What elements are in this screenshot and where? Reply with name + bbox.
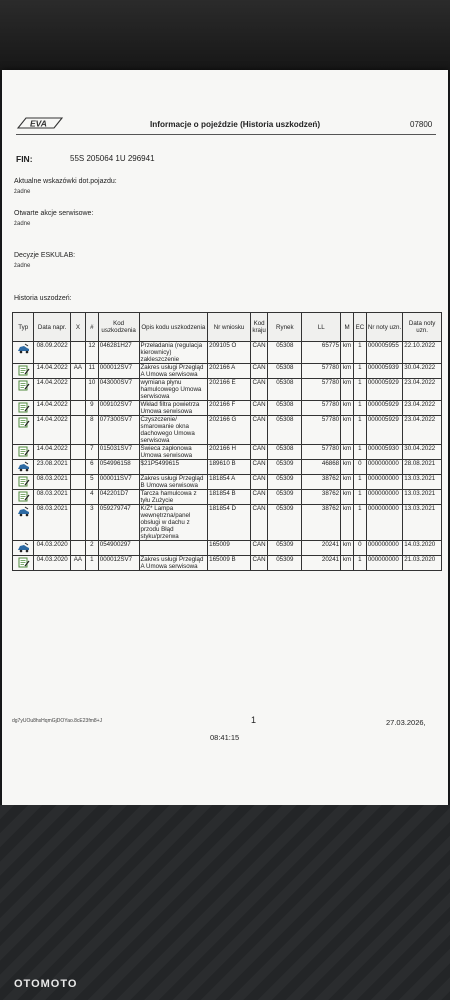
application-number: 202166 bbox=[209, 364, 230, 371]
footer-print-time: 08:41:15 bbox=[210, 733, 240, 742]
application-letter: A bbox=[231, 475, 236, 482]
application-number: 202166 bbox=[209, 416, 230, 423]
cell-date: 23.08.2021 bbox=[34, 460, 70, 475]
cell-note-date: 13.03.2021 bbox=[403, 505, 442, 541]
cell-date: 14.04.2022 bbox=[34, 445, 70, 460]
cell-application bbox=[208, 364, 251, 379]
cell-type bbox=[13, 401, 34, 416]
table-row bbox=[13, 364, 442, 379]
cell-unit: km bbox=[341, 364, 354, 379]
cell-country: CAN bbox=[251, 475, 268, 490]
history-heading: Historia uszodzeń: bbox=[14, 295, 72, 302]
cell-note-number: 000005939 bbox=[366, 364, 402, 379]
cell-market: 05309 bbox=[268, 541, 302, 556]
service-document-icon bbox=[17, 497, 30, 504]
service-document-icon bbox=[17, 386, 30, 393]
col-header-mileage: LL bbox=[302, 313, 341, 342]
application-number: 209105 bbox=[209, 342, 230, 349]
col-header-note-number: Nr noty uzn. bbox=[366, 313, 402, 342]
application-letter: B bbox=[231, 460, 236, 467]
section-heading-eskulab: Decyzje ESKULAB: bbox=[14, 252, 76, 259]
cell-unit: km bbox=[341, 556, 354, 571]
cell-code: 000011SV7 bbox=[98, 475, 139, 490]
cell-mileage: 20241 bbox=[302, 541, 341, 556]
document-sheet bbox=[2, 70, 448, 808]
cell-country: CAN bbox=[251, 342, 268, 364]
cell-unit: km bbox=[341, 475, 354, 490]
fin-value: 55S 205064 1U 296941 bbox=[70, 154, 155, 163]
application-number: 189610 bbox=[209, 460, 230, 467]
application-letter: E bbox=[231, 379, 236, 386]
cell-mileage: 38762 bbox=[302, 475, 341, 490]
table-row bbox=[13, 490, 442, 505]
cell-description: Zakres usługi Przegląd A Umowa serwisowa bbox=[139, 364, 208, 379]
cell-code: 043000SV7 bbox=[98, 379, 139, 401]
cell-unit: km bbox=[341, 342, 354, 364]
document-number: 07800 bbox=[410, 120, 433, 129]
cell-number: 9 bbox=[85, 401, 98, 416]
cell-ec: 1 bbox=[353, 342, 366, 364]
cell-market: 05308 bbox=[268, 342, 302, 364]
application-letter: D bbox=[231, 505, 236, 512]
cell-note-date: 21.03.2020 bbox=[403, 556, 442, 571]
application-letter: G bbox=[231, 416, 237, 423]
cell-ec: 0 bbox=[353, 541, 366, 556]
cell-x bbox=[70, 541, 85, 556]
section-value-service-actions: żadne bbox=[14, 221, 31, 227]
cell-ec: 1 bbox=[353, 556, 366, 571]
cell-application bbox=[208, 401, 251, 416]
cell-note-number: 000005955 bbox=[366, 342, 402, 364]
table-row bbox=[13, 379, 442, 401]
cell-type bbox=[13, 475, 34, 490]
cell-note-number: 000000000 bbox=[366, 505, 402, 541]
cell-date: 14.04.2022 bbox=[34, 416, 70, 445]
section-value-eskulab: żadne bbox=[14, 263, 31, 269]
cell-description: Przeładania (regulacja kierownicy) zakleszczenie bbox=[139, 342, 208, 364]
cell-application bbox=[208, 445, 251, 460]
cell-market: 05309 bbox=[268, 490, 302, 505]
cell-date: 14.04.2022 bbox=[34, 379, 70, 401]
cell-application bbox=[208, 379, 251, 401]
cell-market: 05309 bbox=[268, 475, 302, 490]
cell-country: CAN bbox=[251, 505, 268, 541]
footer-document-code: dg7yUOu8hsHqmGjDOYao.8cE23fm8+J bbox=[12, 718, 103, 724]
service-document-icon bbox=[17, 371, 30, 378]
cell-application bbox=[208, 460, 251, 475]
application-number: 181854 bbox=[209, 490, 230, 497]
service-document-icon bbox=[17, 563, 30, 570]
cell-mileage: 57780 bbox=[302, 379, 341, 401]
application-number: 181854 bbox=[209, 475, 230, 482]
cell-code: 059279747 bbox=[98, 505, 139, 541]
cell-application bbox=[208, 342, 251, 364]
cell-x bbox=[70, 416, 85, 445]
cell-country: CAN bbox=[251, 379, 268, 401]
cell-code: 046281H27 bbox=[98, 342, 139, 364]
cell-note-number: 000005929 bbox=[366, 416, 402, 445]
application-letter: A bbox=[231, 364, 236, 371]
cell-country: CAN bbox=[251, 416, 268, 445]
cell-code: 054900297 bbox=[98, 541, 139, 556]
cell-description: Świeca zapłonowa Umowa serwisowa bbox=[139, 445, 208, 460]
cell-date: 08.03.2021 bbox=[34, 505, 70, 541]
cell-x bbox=[70, 505, 85, 541]
cell-country: CAN bbox=[251, 445, 268, 460]
cell-mileage: 57780 bbox=[302, 445, 341, 460]
cell-ec: 1 bbox=[353, 416, 366, 445]
cell-number: 12 bbox=[85, 342, 98, 364]
application-number: 165009 bbox=[209, 556, 230, 563]
col-header-x: X bbox=[70, 313, 85, 342]
application-number: 181854 bbox=[209, 505, 230, 512]
cell-x bbox=[70, 475, 85, 490]
eva-logo bbox=[16, 116, 64, 130]
cell-unit: km bbox=[341, 416, 354, 445]
cell-date: 14.04.2022 bbox=[34, 401, 70, 416]
cell-code: 054996158 bbox=[98, 460, 139, 475]
cell-x bbox=[70, 342, 85, 364]
col-header-country: Kod kraju bbox=[251, 313, 268, 342]
cell-x: AA bbox=[70, 364, 85, 379]
cell-type bbox=[13, 364, 34, 379]
cell-date: 08.03.2021 bbox=[34, 490, 70, 505]
cell-number: 6 bbox=[85, 460, 98, 475]
cell-description: Zakres usługi Przegląd B Umowa serwisowa bbox=[139, 475, 208, 490]
cell-mileage: 38762 bbox=[302, 505, 341, 541]
cell-date: 14.04.2022 bbox=[34, 364, 70, 379]
cell-date: 04.03.2020 bbox=[34, 541, 70, 556]
col-header-market: Rynek bbox=[268, 313, 302, 342]
cell-code: 000012SV7 bbox=[98, 364, 139, 379]
table-row bbox=[13, 401, 442, 416]
cell-market: 05309 bbox=[268, 460, 302, 475]
cell-x bbox=[70, 401, 85, 416]
header-divider bbox=[16, 134, 436, 135]
cell-ec: 1 bbox=[353, 364, 366, 379]
cell-mileage: 46868 bbox=[302, 460, 341, 475]
cell-mileage: 57780 bbox=[302, 401, 341, 416]
cell-mileage: 20241 bbox=[302, 556, 341, 571]
cell-ec: 1 bbox=[353, 445, 366, 460]
cell-note-date: 13.03.2021 bbox=[403, 475, 442, 490]
cell-number: 5 bbox=[85, 475, 98, 490]
cell-code: 009102SV7 bbox=[98, 401, 139, 416]
photo-background-bottom bbox=[0, 805, 450, 1000]
col-header-description: Opis kodu uszkodzenia bbox=[139, 313, 208, 342]
cell-note-date: 30.04.2022 bbox=[403, 364, 442, 379]
cell-country: CAN bbox=[251, 490, 268, 505]
cell-unit: km bbox=[341, 541, 354, 556]
otomoto-watermark: OTOMOTO bbox=[14, 978, 78, 990]
cell-date: 08.09.2022 bbox=[34, 342, 70, 364]
cell-unit: km bbox=[341, 445, 354, 460]
cell-application bbox=[208, 475, 251, 490]
cell-ec: 1 bbox=[353, 490, 366, 505]
application-letter: F bbox=[231, 401, 236, 408]
cell-note-number: 000005930 bbox=[366, 445, 402, 460]
table-row bbox=[13, 475, 442, 490]
cell-ec: 0 bbox=[353, 460, 366, 475]
table-row bbox=[13, 556, 442, 571]
cell-description: $21P5499615 bbox=[139, 460, 208, 475]
cell-country: CAN bbox=[251, 556, 268, 571]
application-letter: B bbox=[231, 556, 236, 563]
application-number: 165009 bbox=[209, 541, 230, 548]
cell-note-number: 000005929 bbox=[366, 401, 402, 416]
cell-x bbox=[70, 445, 85, 460]
document-title: Informacje o pojeździe (Historia uszkodzeń) bbox=[150, 120, 321, 129]
table-row bbox=[13, 416, 442, 445]
cell-ec: 1 bbox=[353, 401, 366, 416]
col-header-code: Kod uszkodzenia bbox=[98, 313, 139, 342]
cell-note-date: 23.04.2022 bbox=[403, 379, 442, 401]
cell-description: K/Z* Lampa wewnętrzna/panel obsługi w dachu z przodu Błąd styku/przerwa bbox=[139, 505, 208, 541]
cell-country: CAN bbox=[251, 460, 268, 475]
cell-note-number: 000000000 bbox=[366, 556, 402, 571]
section-heading-service-actions: Otwarte akcje serwisowe: bbox=[14, 210, 94, 217]
col-header-note-date: Data noty uzn. bbox=[403, 313, 442, 342]
col-header-date: Data napr. bbox=[34, 313, 70, 342]
vehicle-repair-icon bbox=[17, 349, 30, 356]
col-header-type: Typ bbox=[13, 313, 34, 342]
application-number: 202166 bbox=[209, 379, 230, 386]
cell-number: 11 bbox=[85, 364, 98, 379]
cell-application bbox=[208, 416, 251, 445]
cell-unit: km bbox=[341, 490, 354, 505]
section-value-hints: żadne bbox=[14, 189, 31, 195]
vehicle-repair-icon bbox=[17, 512, 30, 519]
cell-note-date: 22.10.2022 bbox=[403, 342, 442, 364]
table-row bbox=[13, 541, 442, 556]
cell-code: 015031SV7 bbox=[98, 445, 139, 460]
cell-type bbox=[13, 416, 34, 445]
cell-type bbox=[13, 541, 34, 556]
application-letter: H bbox=[231, 445, 236, 452]
cell-description bbox=[139, 541, 208, 556]
cell-number: 4 bbox=[85, 490, 98, 505]
cell-type bbox=[13, 379, 34, 401]
application-number: 202166 bbox=[209, 401, 230, 408]
cell-code: 000012SV7 bbox=[98, 556, 139, 571]
cell-x bbox=[70, 379, 85, 401]
cell-market: 05308 bbox=[268, 364, 302, 379]
col-header-ec: EC bbox=[353, 313, 366, 342]
footer-print-date: 27.03.2026, bbox=[386, 718, 426, 727]
cell-description: Czyszczenie/ smarowanie okna dachowego Umowa serwisowa bbox=[139, 416, 208, 445]
damage-history-table bbox=[12, 312, 442, 571]
cell-country: CAN bbox=[251, 364, 268, 379]
table-row bbox=[13, 460, 442, 475]
service-document-icon bbox=[17, 452, 30, 459]
section-heading-hints: Aktualne wskazówki dot.pojazdu: bbox=[14, 178, 117, 185]
cell-note-number: 000000000 bbox=[366, 475, 402, 490]
col-header-number: # bbox=[85, 313, 98, 342]
vehicle-repair-icon bbox=[17, 467, 30, 474]
table-header-row bbox=[13, 313, 442, 342]
application-letter: B bbox=[231, 490, 236, 497]
cell-market: 05309 bbox=[268, 505, 302, 541]
cell-type bbox=[13, 342, 34, 364]
cell-number: 10 bbox=[85, 379, 98, 401]
cell-note-number: 000005929 bbox=[366, 379, 402, 401]
cell-market: 05308 bbox=[268, 401, 302, 416]
cell-unit: km bbox=[341, 401, 354, 416]
cell-number: 1 bbox=[85, 556, 98, 571]
cell-application bbox=[208, 505, 251, 541]
cell-ec: 1 bbox=[353, 379, 366, 401]
cell-note-date: 14.03.2020 bbox=[403, 541, 442, 556]
cell-mileage: 57780 bbox=[302, 416, 341, 445]
cell-ec: 1 bbox=[353, 505, 366, 541]
application-number: 202166 bbox=[209, 445, 230, 452]
cell-note-date: 30.04.2022 bbox=[403, 445, 442, 460]
service-document-icon bbox=[17, 423, 30, 430]
photo-background-top bbox=[0, 0, 450, 80]
cell-type bbox=[13, 445, 34, 460]
cell-type bbox=[13, 460, 34, 475]
cell-type bbox=[13, 505, 34, 541]
cell-number: 7 bbox=[85, 445, 98, 460]
cell-number: 2 bbox=[85, 541, 98, 556]
table-row bbox=[13, 505, 442, 541]
cell-number: 8 bbox=[85, 416, 98, 445]
cell-note-date: 23.04.2022 bbox=[403, 416, 442, 445]
cell-type bbox=[13, 556, 34, 571]
cell-note-date: 23.04.2022 bbox=[403, 401, 442, 416]
cell-code: 042201D7 bbox=[98, 490, 139, 505]
vehicle-repair-icon bbox=[17, 548, 30, 555]
cell-application bbox=[208, 541, 251, 556]
application-letter: O bbox=[231, 342, 237, 349]
cell-type bbox=[13, 490, 34, 505]
cell-ec: 1 bbox=[353, 475, 366, 490]
cell-mileage: 57780 bbox=[302, 364, 341, 379]
cell-x bbox=[70, 490, 85, 505]
cell-description: Tarcza hamulcowa z tyłu Zużycie bbox=[139, 490, 208, 505]
cell-number: 3 bbox=[85, 505, 98, 541]
cell-date: 04.03.2020 bbox=[34, 556, 70, 571]
cell-unit: km bbox=[341, 505, 354, 541]
cell-description: Wkład filtra powietrza Umowa serwisowa bbox=[139, 401, 208, 416]
cell-note-number: 000000000 bbox=[366, 541, 402, 556]
footer-page-number: 1 bbox=[251, 715, 257, 725]
cell-market: 05308 bbox=[268, 416, 302, 445]
table-row bbox=[13, 342, 442, 364]
cell-application bbox=[208, 556, 251, 571]
fin-label: FIN: bbox=[16, 154, 33, 164]
cell-country: CAN bbox=[251, 401, 268, 416]
cell-description: Zakres usługi Przegląd A Umowa serwisowa bbox=[139, 556, 208, 571]
cell-description: wymiana płynu hamulcowego Umowa serwisowa bbox=[139, 379, 208, 401]
cell-market: 05308 bbox=[268, 445, 302, 460]
col-header-application: Nr wniosku bbox=[208, 313, 251, 342]
cell-note-date: 13.03.2021 bbox=[403, 490, 442, 505]
cell-x bbox=[70, 460, 85, 475]
cell-code: 077300SV7 bbox=[98, 416, 139, 445]
cell-date: 08.03.2021 bbox=[34, 475, 70, 490]
cell-market: 05308 bbox=[268, 379, 302, 401]
service-document-icon bbox=[17, 482, 30, 489]
cell-note-number: 000000000 bbox=[366, 460, 402, 475]
cell-x: AA bbox=[70, 556, 85, 571]
cell-market: 05309 bbox=[268, 556, 302, 571]
cell-country: CAN bbox=[251, 541, 268, 556]
service-document-icon bbox=[17, 408, 30, 415]
cell-unit: km bbox=[341, 379, 354, 401]
cell-note-date: 28.08.2021 bbox=[403, 460, 442, 475]
svg-text:EVA: EVA bbox=[30, 118, 47, 129]
cell-mileage: 65775 bbox=[302, 342, 341, 364]
cell-note-number: 000000000 bbox=[366, 490, 402, 505]
cell-unit: km bbox=[341, 460, 354, 475]
cell-application bbox=[208, 490, 251, 505]
table-row bbox=[13, 445, 442, 460]
col-header-unit: M bbox=[341, 313, 354, 342]
cell-mileage: 38762 bbox=[302, 490, 341, 505]
